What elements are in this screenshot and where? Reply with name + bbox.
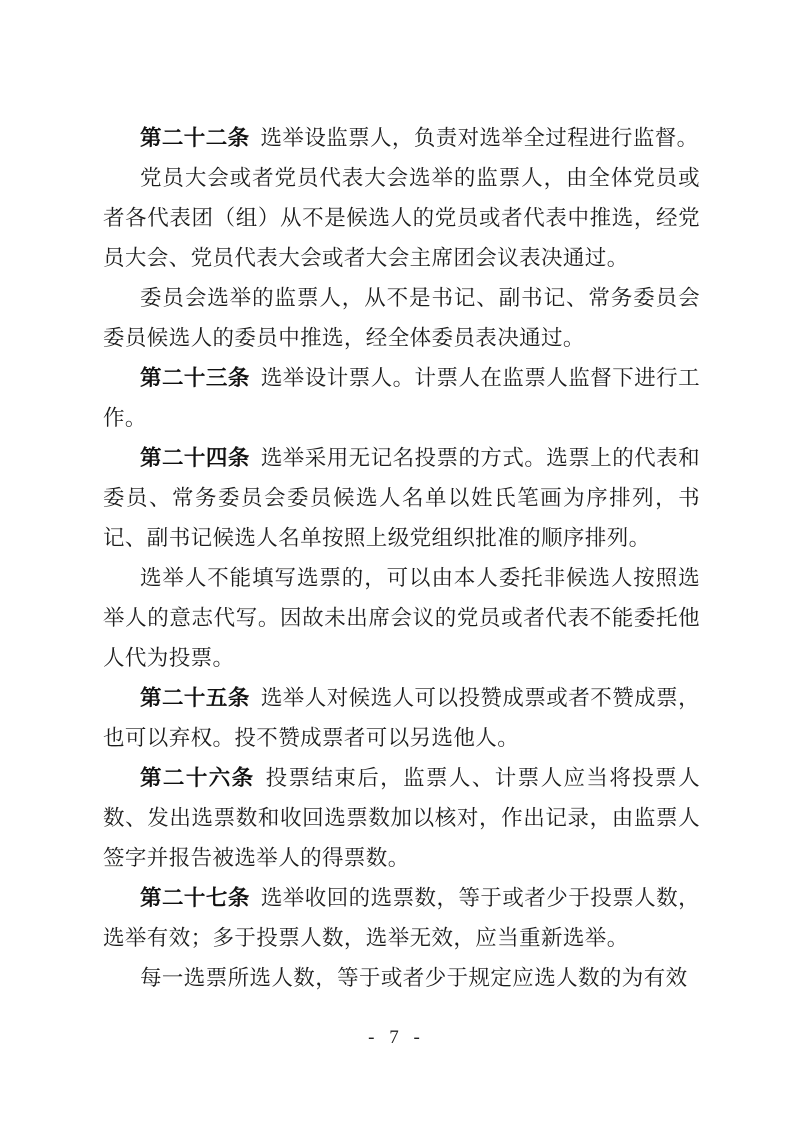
paragraph-text: 每一选票所选人数，等于或者少于规定应选人数的为有效 xyxy=(140,966,688,990)
paragraph xyxy=(103,958,700,998)
paragraph xyxy=(103,278,700,358)
paragraph-text: 投票结束后，监票人、计票人应当将投票人数、发出选票数和收回选票数加以核对，作出记录，由监票人签字并报告被选举人的得票数。 xyxy=(103,766,700,870)
paragraph-text: 党员大会或者党员代表大会选举的监票人，由全体党员或者各代表团（组）从不是候选人的党员或者代表中推选，经党员大会、党员代表大会或者大会主席团会议表决通过。 xyxy=(103,166,700,270)
paragraph-article-26 xyxy=(103,758,700,878)
paragraph-article-24 xyxy=(103,438,700,558)
paragraph-article-25 xyxy=(103,678,700,758)
paragraph-text: 选举设监票人，负责对选举全过程进行监督。 xyxy=(260,126,699,150)
paragraph-text: 选举收回的选票数，等于或者少于投票人数，选举有效；多于投票人数，选举无效，应当重新选举。 xyxy=(103,886,700,950)
paragraph-text: 选举设计票人。计票人在监票人监督下进行工作。 xyxy=(103,366,700,430)
document-body xyxy=(103,118,700,998)
paragraph-text: 选举人不能填写选票的，可以由本人委托非候选人按照选举人的意志代写。因故未出席会议的党员或者代表不能委托他人代为投票。 xyxy=(103,566,700,670)
article-number: 第二十二条 xyxy=(140,126,250,150)
paragraph xyxy=(103,558,700,678)
paragraph-text: 委员会选举的监票人，从不是书记、副书记、常务委员会委员候选人的委员中推选，经全体委员表决通过。 xyxy=(103,286,700,350)
paragraph-article-27 xyxy=(103,878,700,958)
paragraph-article-22 xyxy=(103,118,700,158)
page-number: - 7 - xyxy=(368,1027,425,1048)
article-number: 第二十三条 xyxy=(140,366,250,390)
article-number: 第二十六条 xyxy=(140,766,255,790)
article-number: 第二十五条 xyxy=(140,686,250,710)
article-number: 第二十七条 xyxy=(140,886,250,910)
article-number: 第二十四条 xyxy=(140,446,250,470)
paragraph-article-23 xyxy=(103,358,700,438)
paragraph-text: 选举人对候选人可以投赞成票或者不赞成票，也可以弃权。投不赞成票者可以另选他人。 xyxy=(103,686,700,750)
paragraph-text: 选举采用无记名投票的方式。选票上的代表和委员、常务委员会委员候选人名单以姓氏笔画为序排列，书记、副书记候选人名单按照上级党组织批准的顺序排列。 xyxy=(103,446,700,550)
paragraph xyxy=(103,158,700,278)
